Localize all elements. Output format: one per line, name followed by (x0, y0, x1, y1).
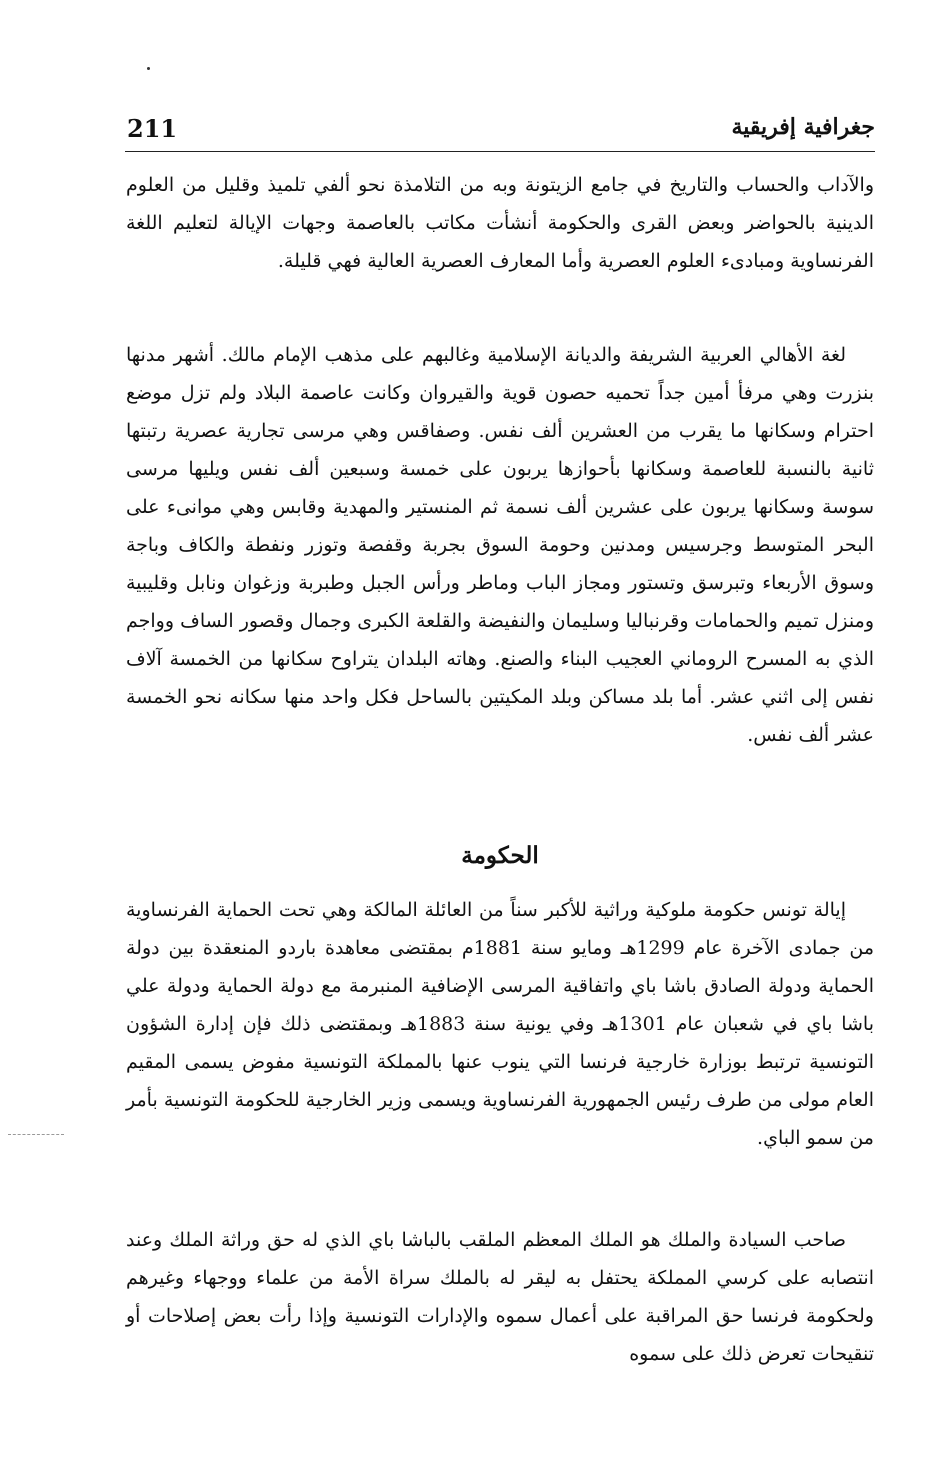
paragraph-education: والآداب والحساب والتاريخ في جامع الزيتونة وبه من التلامذة نحو ألفي تلميذ وقليل من العلوم الدينية بالحواضر وبعض القرى والحكومة أنشأت مكاتب بالعاصمة وجهات الإيالة لتعليم اللغة الفرنساوية ومبادىء العلوم العصرية وأما المعارف العصرية العالية فهي قليلة. (126, 174, 874, 272)
ink-speck (147, 67, 150, 70)
paragraph-sovereignty: صاحب السيادة والملك هو الملك المعظم الملقب بالباشا باي الذي له حق وراثة الملك وعند انتصابه على كرسي المملكة يحتفل به ليقر له بالملك سراة الأمة من علماء ووجهاء وغيرهم ولحكومة فرنسا حق المراقبة على أعمال سموه والإدارات التونسية وإذا رأت بعض إصلاحات أو تنقيحات تعرض ذلك على سموه (126, 1229, 874, 1365)
paragraph-language-and-cities: لغة الأهالي العربية الشريفة والديانة الإسلامية وغالبهم على مذهب الإمام مالك. أشهر مدنها بنزرت وهي مرفأ أمين جداً تحميه حصون قوية والقيروان وكانت عاصمة البلاد ولم تزل موضع احترام وسكانها ما يقرب من العشرين ألف نفس. وصفاقس وهي مرسى تجارية عصرية رتبتها ثانية بالنسبة للعاصمة وسكانها بأحوازها يربون على خمسة وسبعين ألف نفس ويليها مرسى سوسة وسكانها يربون على عشرين ألف نسمة ثم المنستير والمهدية وقابس وهي موانىء على البحر المتوسط وجرسيس ومدنين وحومة السوق بجربة وقفصة وتوزر ونفطة والكاف وباجة وسوق الأربعاء وتبرسق وتستور ومجاز الباب وماطر ورأس الجبل وطبربة وزغوان ونابل وقليبية ومنزل تميم والحمامات وقرنباليا وسليمان والنفيضة والقلعة الكبرى وجمال وقصور الساف وواجم الذي به المسرح الروماني العجيب البناء والصنع. وهاته البلدان يتراوح سكانها من الخمسة آلاف نفس إلى اثني عشر. أما بلد مساكن وبلد المكيتين بالساحل فكل واحد منها سكانه نحو الخمسة عشر ألف نفس. (126, 344, 874, 746)
page-number: 211 (127, 114, 178, 143)
running-header (125, 112, 875, 152)
scan-artifact-line (8, 1134, 64, 1135)
section-heading: الحكومة (461, 842, 539, 869)
paragraph-government: إيالة تونس حكومة ملوكية وراثية للأكبر سناً من العائلة المالكة وهي تحت الحماية الفرنساوية من جمادى الآخرة عام 1299هـ ومايو سنة 1881م بمقتضى معاهدة باردو المنعقدة بين دولة الحماية ودولة الصادق باشا باي واتفاقية المرسى الإضافية المنبرمة مع دولة الحماية ودولة علي باشا باي في شعبان عام 1301هـ وفي يونية سنة 1883هـ وبمقتضى ذلك فإن إدارة الشؤون التونسية ترتبط بوزارة خارجية فرنسا التي ينوب عنها بالمملكة التونسية مفوض يسمى المقيم العام مولى من طرف رئيس الجمهورية الفرنساوية ويسمى وزير الخارجية للحكومة التونسية بأمر من سمو الباي. (126, 899, 874, 1149)
running-title: جغرافية إفريقية (731, 114, 875, 140)
